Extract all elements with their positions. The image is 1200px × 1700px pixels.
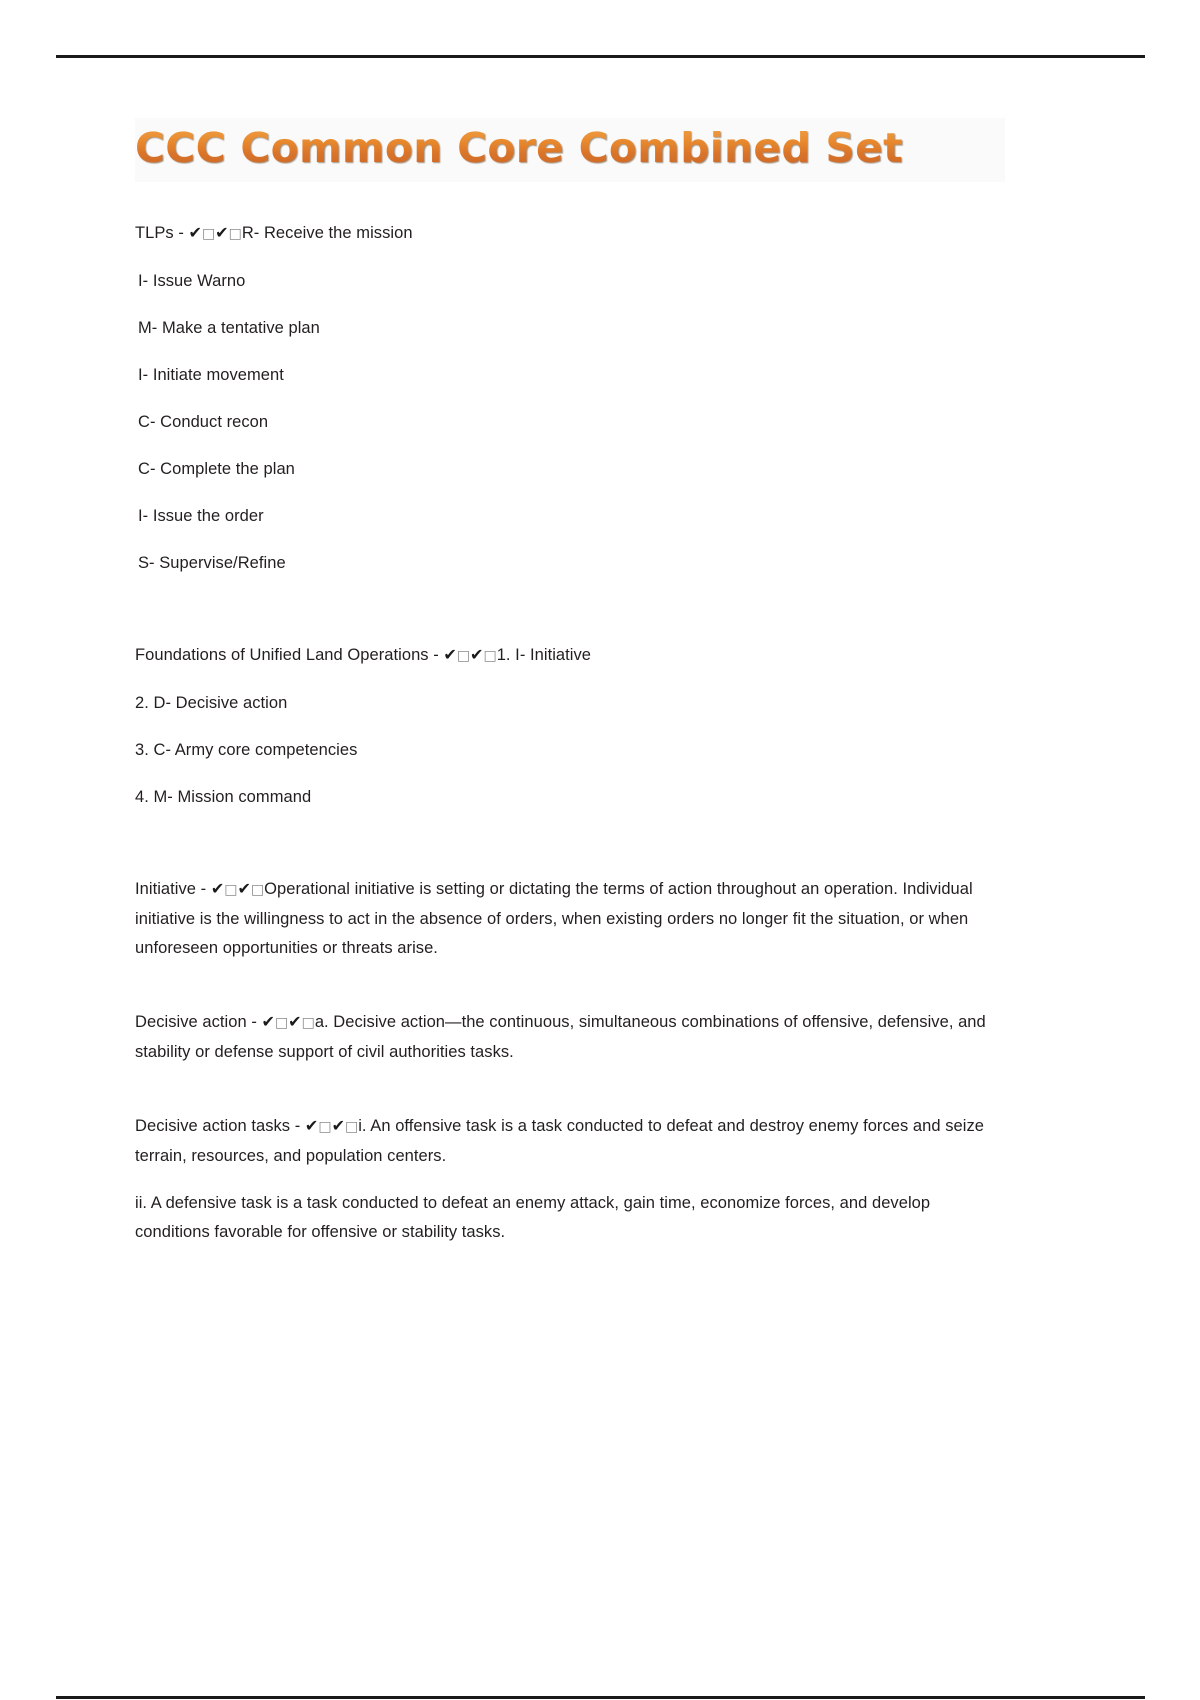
section-decisive-action-paragraph	[135, 1007, 1005, 1067]
check-icon: ✔	[331, 1116, 345, 1136]
list-item: C- Conduct recon	[138, 413, 269, 432]
box-icon: □	[301, 1015, 315, 1032]
term-label-initiative: Initiative -	[135, 880, 211, 899]
term-label-decisive-action-tasks: Decisive action tasks -	[135, 1117, 305, 1136]
list-item: 2. D- Decisive action	[135, 694, 288, 713]
check-icon: ✔	[188, 223, 202, 243]
check-box-separator	[443, 645, 496, 664]
section-foundations-heading-line	[135, 640, 1005, 671]
check-icon: ✔	[261, 1012, 275, 1032]
check-box-separator	[305, 1116, 358, 1135]
box-icon: □	[250, 882, 265, 899]
list-item: S- Supervise/Refine	[138, 554, 286, 573]
list-item: I- Issue the order	[138, 507, 264, 526]
spacer	[135, 963, 1005, 1007]
check-icon: ✔	[304, 1116, 319, 1136]
section-decisive-action-tasks-body: i. An offensive task is a task conducted to defeat and destroy enemy forces and seize terrain, resources, and population centers.	[135, 1117, 985, 1166]
section-initiative-paragraph	[135, 874, 1005, 963]
box-icon: □	[483, 648, 497, 665]
term-label-foundations: Foundations of Unified Land Operations -	[135, 646, 444, 665]
spacer	[135, 1067, 1005, 1111]
box-icon: □	[318, 1119, 332, 1136]
section-decisive-action-tasks-paragraph	[135, 1111, 1005, 1171]
box-icon: □	[344, 1119, 359, 1136]
title-band	[135, 118, 1005, 182]
list-item: 3. C- Army core competencies	[135, 741, 358, 760]
list-item: 4. M- Mission command	[135, 788, 312, 807]
check-box-separator	[262, 1012, 315, 1031]
section-tlps-first-line: R- Receive the mission	[241, 224, 413, 243]
box-icon: □	[201, 226, 216, 243]
spacer	[135, 812, 1005, 874]
check-box-separator	[189, 223, 242, 242]
check-icon: ✔	[215, 223, 229, 243]
section-initiative-body: Operational initiative is setting or dictating the terms of action throughout an operation. Individual initiative is the willingness to act in the absence of orders, when existing orders no longer fit the situation, or when unforeseen opportunities or threats arise.	[135, 880, 973, 958]
list-item: M- Make a tentative plan	[138, 319, 320, 338]
spacer	[135, 200, 1005, 218]
page-title: CCC Common Core Combined Set	[135, 124, 1005, 172]
section-tlps-heading-line	[135, 218, 1005, 249]
box-icon: □	[274, 1015, 289, 1032]
box-icon: □	[224, 882, 238, 899]
check-icon: ✔	[237, 879, 251, 899]
box-icon: □	[456, 648, 471, 665]
check-icon: ✔	[210, 879, 225, 899]
list-item: I- Initiate movement	[138, 366, 284, 385]
check-icon: ✔	[470, 645, 484, 665]
section-decisive-action-tasks-body-2: ii. A defensive task is a task conducted to defeat an enemy attack, gain time, economize forces, and develop conditions favorable for offensive or stability tasks.	[135, 1194, 931, 1242]
spacer	[135, 578, 1005, 640]
header-rule	[56, 55, 1145, 58]
term-label-tlps: TLPs -	[135, 224, 189, 243]
footer-rule	[56, 1696, 1145, 1699]
check-box-separator	[211, 879, 264, 898]
term-label-decisive-action: Decisive action -	[135, 1013, 262, 1032]
section-decisive-action-body: a. Decisive action—the continuous, simultaneous combinations of offensive, defensive, and stability or defense support of civil authorities tasks.	[135, 1013, 986, 1062]
check-icon: ✔	[288, 1012, 302, 1032]
check-icon: ✔	[443, 645, 457, 665]
document-content	[135, 118, 1005, 1247]
list-item: I- Issue Warno	[138, 272, 246, 291]
list-item: C- Complete the plan	[138, 460, 295, 479]
section-foundations-first-line: 1. I- Initiative	[496, 646, 592, 665]
box-icon: □	[228, 226, 242, 243]
